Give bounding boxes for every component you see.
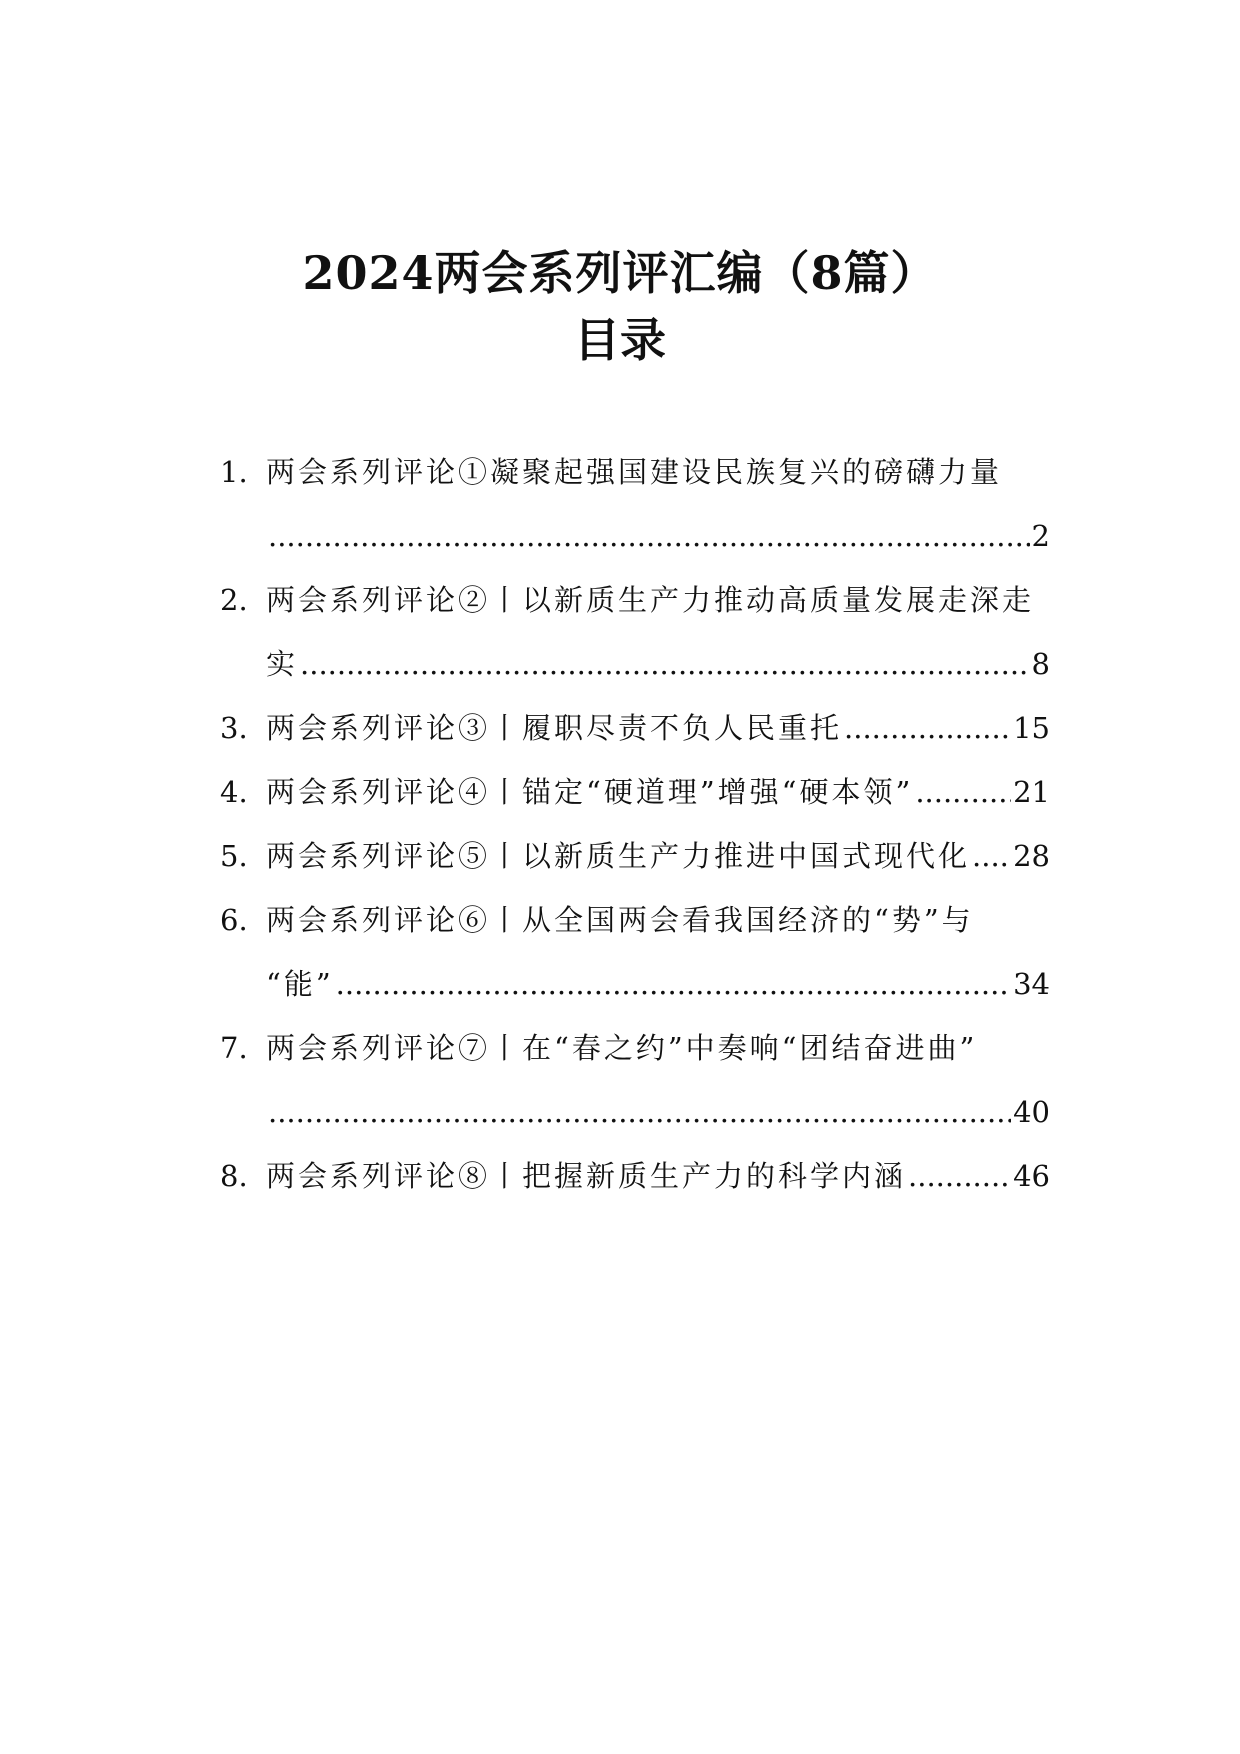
toc-number: 3. xyxy=(220,711,248,745)
toc-page-number: 2 xyxy=(1031,519,1050,553)
toc-page-number: 28 xyxy=(1013,839,1050,873)
toc-page-number: 46 xyxy=(1013,1159,1050,1193)
toc-title: 两会系列评论③丨履职尽责不负人民重托 xyxy=(266,711,843,745)
toc-entry-8[interactable] xyxy=(220,1144,1070,1208)
toc-page-number: 8 xyxy=(1031,647,1050,681)
toc-entry-4[interactable] xyxy=(220,760,1070,824)
toc-entry-2[interactable] xyxy=(220,568,1070,696)
toc-page-number: 40 xyxy=(1013,1095,1050,1129)
leader-dots xyxy=(300,632,1030,696)
toc-title: 两会系列评论④丨锚定“硬道理”增强“硬本领” xyxy=(266,775,914,809)
toc-title: 两会系列评论⑧丨把握新质生产力的科学内涵 xyxy=(266,1159,907,1193)
leader-dots xyxy=(268,1080,1011,1144)
leader-dots xyxy=(268,504,1030,568)
toc-page-number: 15 xyxy=(1013,711,1050,745)
leader-dots xyxy=(336,952,1011,1016)
toc-number: 8. xyxy=(220,1159,248,1193)
toc-entry-1[interactable] xyxy=(220,440,1070,568)
leader-dots xyxy=(972,824,1011,888)
toc-title: 两会系列评论⑤丨以新质生产力推进中国式现代化 xyxy=(266,839,971,873)
toc-page-number: 21 xyxy=(1013,775,1050,809)
leader-dots xyxy=(844,696,1011,760)
toc-entry-5[interactable] xyxy=(220,824,1070,888)
toc-number: 6. xyxy=(220,903,248,937)
leader-dots xyxy=(915,760,1011,824)
toc-title: 两会系列评论⑥丨从全国两会看我国经济的“势”与 xyxy=(266,903,974,937)
toc-entry-7[interactable] xyxy=(220,1016,1070,1144)
document-title: 2024两会系列评汇编（8篇） xyxy=(302,246,938,300)
toc-title-continuation: “能” xyxy=(266,967,334,1001)
toc-title: 两会系列评论①凝聚起强国建设民族复兴的磅礴力量 xyxy=(266,455,1003,489)
toc-number: 5. xyxy=(220,839,248,873)
toc-entry-6[interactable] xyxy=(220,888,1070,1016)
toc-entry-3[interactable] xyxy=(220,696,1070,760)
toc-number: 2. xyxy=(220,583,248,617)
toc-title-continuation: 实 xyxy=(266,647,299,681)
toc-title: 两会系列评论②丨以新质生产力推动高质量发展走深走 xyxy=(266,583,1035,617)
toc-title: 两会系列评论⑦丨在“春之约”中奏响“团结奋进曲” xyxy=(266,1031,978,1065)
toc-number: 4. xyxy=(220,775,248,809)
toc-number: 7. xyxy=(220,1031,248,1065)
leader-dots xyxy=(908,1144,1011,1208)
toc-heading: 目录 xyxy=(574,313,666,367)
toc-page-number: 34 xyxy=(1013,967,1050,1001)
table-of-contents xyxy=(220,440,1070,1208)
toc-number: 1. xyxy=(220,455,248,489)
